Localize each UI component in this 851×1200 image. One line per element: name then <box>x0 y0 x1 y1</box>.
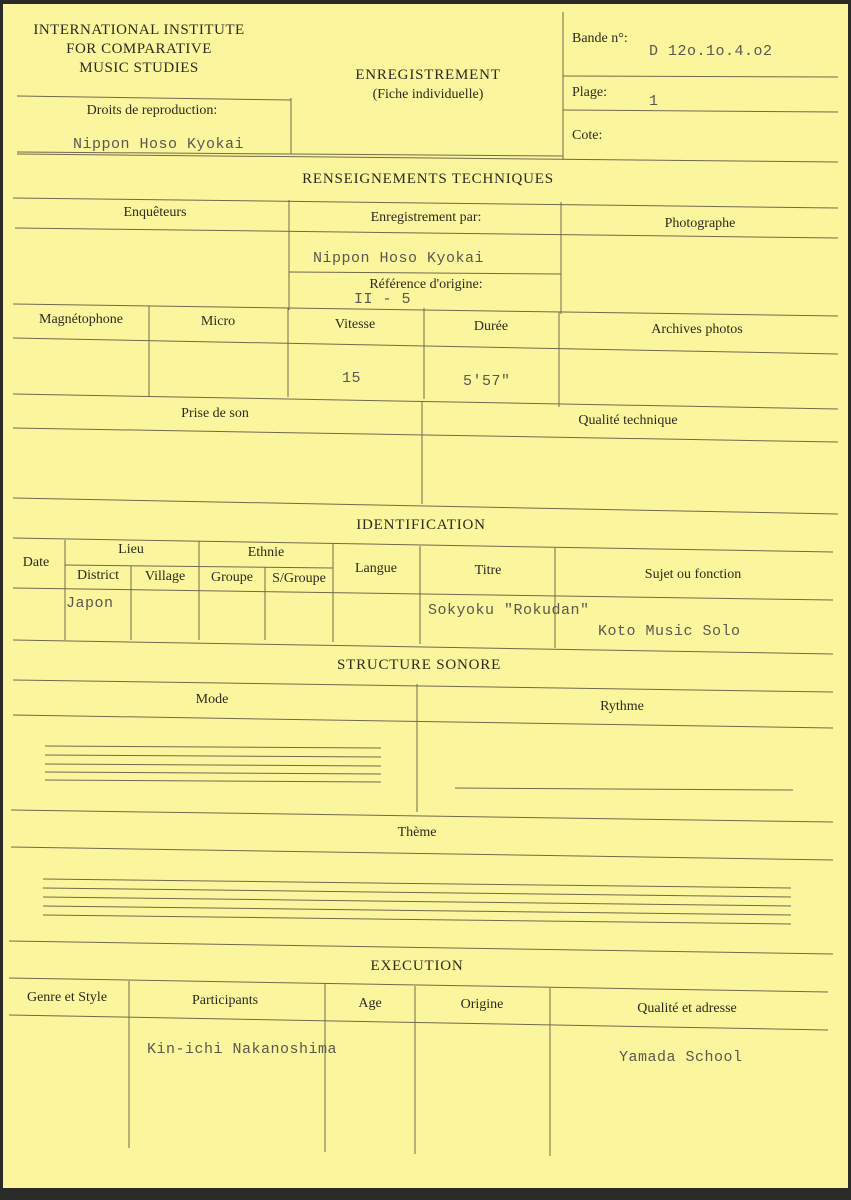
titre-value: Sokyoku "Rokudan" <box>428 602 590 619</box>
genre-label: Genre et Style <box>26 990 108 1005</box>
qualite-technique-label: Qualité technique <box>578 413 678 428</box>
qualite-adresse-value: Yamada School <box>619 1049 743 1066</box>
theme-label: Thème <box>397 825 437 840</box>
prise-label: Prise de son <box>181 406 249 421</box>
institute-name-line1: INTERNATIONAL INSTITUTE <box>33 22 245 38</box>
index-card <box>3 4 848 1192</box>
district-value: Japon <box>66 595 114 612</box>
droits-label: Droits de reproduction: <box>86 103 218 118</box>
qualite-adresse-label: Qualité et adresse <box>637 1001 737 1016</box>
langue-label: Langue <box>355 561 397 576</box>
groupe-label: Groupe <box>211 570 253 585</box>
form-title: ENREGISTREMENT <box>355 67 501 83</box>
vitesse-label: Vitesse <box>334 317 376 332</box>
archives-label: Archives photos <box>651 322 743 337</box>
reference-value: II - 5 <box>354 291 412 308</box>
bande-value: D 12o.1o.4.o2 <box>649 43 773 60</box>
institute-name-line2: FOR COMPARATIVE <box>66 41 212 57</box>
execution-section-title: EXECUTION <box>370 958 464 974</box>
magnetophone-label: Magnétophone <box>39 312 123 327</box>
photographe-label: Photographe <box>664 216 736 231</box>
droits-value: Nippon Hoso Kyokai <box>73 136 245 153</box>
date-label: Date <box>22 555 50 570</box>
plage-value: 1 <box>649 93 659 110</box>
reference-label: Référence d'origine: <box>369 277 483 292</box>
scan-background-edge <box>0 1188 851 1200</box>
bande-label: Bande n°: <box>572 31 628 46</box>
sgroupe-label: S/Groupe <box>272 571 326 586</box>
cote-label: Cote: <box>572 128 603 143</box>
sujet-label: Sujet ou fonction <box>644 567 742 582</box>
titre-label: Titre <box>474 563 502 578</box>
identification-section-title: IDENTIFICATION <box>356 517 486 533</box>
plage-label: Plage: <box>572 85 607 100</box>
micro-label: Micro <box>200 314 236 329</box>
age-label: Age <box>358 996 382 1011</box>
enregistrement-label: Enregistrement par: <box>370 210 482 225</box>
tech-section-title: RENSEIGNEMENTS TECHNIQUES <box>302 171 554 187</box>
village-label: Village <box>144 569 186 584</box>
participants-label: Participants <box>191 993 259 1008</box>
ethnie-label: Ethnie <box>247 545 285 560</box>
structure-section-title: STRUCTURE SONORE <box>336 657 502 673</box>
form-subtitle: (Fiche individuelle) <box>372 87 484 102</box>
rythme-label: Rythme <box>600 699 644 714</box>
duree-value: 5'57" <box>463 373 511 390</box>
enqueteurs-label: Enquêteurs <box>123 205 187 220</box>
vitesse-value: 15 <box>342 370 362 387</box>
mode-label: Mode <box>195 692 229 707</box>
duree-label: Durée <box>473 319 509 334</box>
sujet-value: Koto Music Solo <box>598 623 741 640</box>
institute-name-line3: MUSIC STUDIES <box>79 60 199 76</box>
enregistrement-value: Nippon Hoso Kyokai <box>313 250 485 267</box>
participants-value: Kin-ichi Nakanoshima <box>147 1041 338 1058</box>
district-label: District <box>77 568 119 583</box>
lieu-label: Lieu <box>118 542 144 557</box>
origine-label: Origine <box>460 997 504 1012</box>
